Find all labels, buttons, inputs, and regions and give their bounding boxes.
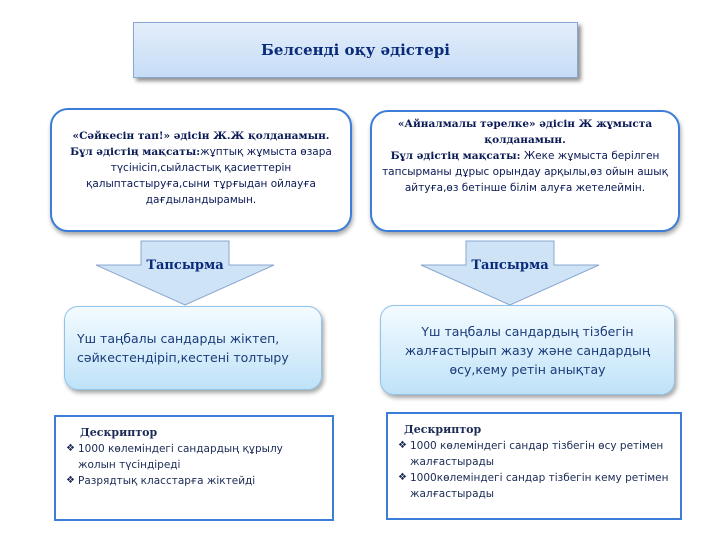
left-method-box xyxy=(50,108,352,232)
left-purpose-label: Бұл әдістің мақсаты: xyxy=(70,146,201,158)
right-method-box xyxy=(370,110,680,232)
right-descriptor-box xyxy=(386,412,682,520)
left-task-box xyxy=(64,306,322,390)
right-task-text: Үш таңбалы сандардың тізбегін жалғастырып жазу және сандардың өсу,кему ретін анықтау xyxy=(404,323,651,377)
left-method-purpose xyxy=(62,144,340,208)
right-descriptor-item xyxy=(398,438,670,470)
right-method-purpose xyxy=(382,148,668,196)
right-task-box xyxy=(380,305,675,395)
right-method-title: «Айналмалы тәрелке» әдісін Ж жұмыста қолданамын. xyxy=(397,118,653,146)
right-descriptor-text: 1000көлеміндегі сандар тізбегін кему ретімен жалғастырады xyxy=(410,472,669,500)
right-task-label: Тапсырма xyxy=(471,258,549,273)
right-purpose-text: Жеке жұмыста берілген тапсырманы дұрыс орындау арқылы,өз ойын ашық айтуға,өз бетінше білім алуға жетелеймін. xyxy=(382,150,668,194)
right-down-arrow xyxy=(420,240,600,306)
bullet-icon: ❖ xyxy=(66,475,75,486)
left-down-arrow xyxy=(95,240,275,306)
left-descriptor-item xyxy=(66,473,322,489)
title-box xyxy=(133,22,578,78)
right-descriptor-item xyxy=(398,470,670,502)
left-descriptor-box xyxy=(54,415,334,521)
bullet-icon: ❖ xyxy=(398,440,407,451)
left-descriptor-text: 1000 көлеміндегі сандардың құрылу жолын түсіндіреді xyxy=(78,443,283,471)
left-descriptor-item xyxy=(66,441,322,473)
right-descriptor-title: Дескриптор xyxy=(404,423,482,436)
left-task-label: Тапсырма xyxy=(146,258,224,273)
left-descriptor-text: Разрядтық класстарға жіктейді xyxy=(78,475,256,487)
bullet-icon: ❖ xyxy=(398,472,407,483)
bullet-icon: ❖ xyxy=(66,443,75,454)
left-purpose-text: жұптық жұмыста өзара түсінісіп,сыйластық қасиеттерін қалыптастыруға,сыни тұрғыдан ойлауға дағдыландырамын. xyxy=(86,146,332,206)
right-descriptor-text: 1000 көлеміндегі сандар тізбегін өсу ретімен жалғастырады xyxy=(410,440,664,468)
page-title: Белсенді оқу әдістері xyxy=(261,41,450,59)
left-method-title: «Сәйкесін тап!» әдісін Ж.Ж қолданамын. xyxy=(72,130,330,142)
left-task-text: Үш таңбалы сандарды жіктеп, сәйкестендіріп,кестені толтыру xyxy=(77,331,289,365)
left-descriptor-title: Дескриптор xyxy=(80,426,158,439)
right-purpose-label: Бұл әдістің мақсаты: xyxy=(390,150,521,162)
